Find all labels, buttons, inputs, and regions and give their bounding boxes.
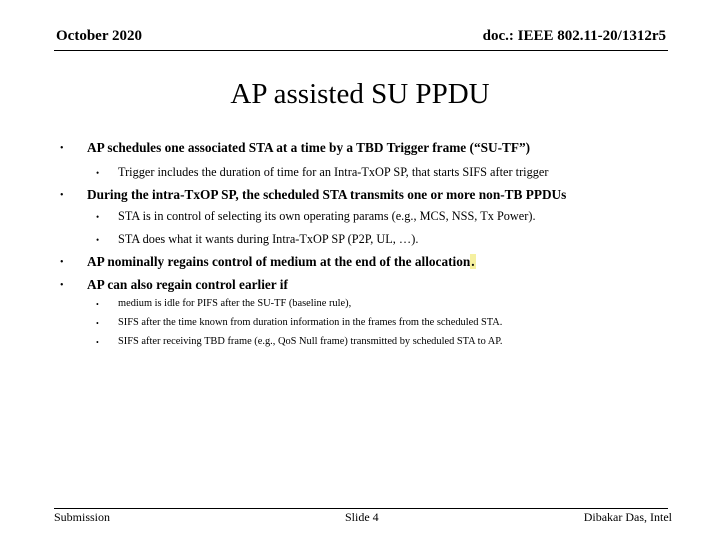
bullet-4-sub-1-text: medium is idle for PIFS after the SU-TF (baseline rule), (118, 298, 352, 309)
bullet-1-sub-1-glyph: • (96, 168, 100, 178)
bullet-2-sub-1-text: STA is in control of selecting its own operating params (e.g., MCS, NSS, Tx Power). (118, 209, 536, 223)
bullet-3 (60, 254, 476, 270)
bullet-2 (60, 187, 567, 203)
bullet-2-sub-1-glyph: • (96, 212, 100, 222)
footer-slide-number: Slide 4 (345, 510, 379, 524)
bullet-3-highlight: . (471, 254, 475, 269)
bullet-1-text: AP schedules one associated STA at a time by a TBD Trigger frame (“SU-TF”) (87, 140, 531, 155)
footer-submission: Submission (54, 510, 111, 524)
bullet-4-sub-2 (96, 317, 503, 328)
bullet-3-glyph: • (60, 257, 64, 268)
bullet-1-glyph: • (60, 143, 64, 154)
bullet-1 (60, 140, 531, 156)
bullet-2-glyph: • (60, 190, 64, 201)
bullet-4-sub-3 (96, 336, 503, 347)
bullet-4-sub-3-glyph: • (96, 338, 99, 347)
bullet-4-sub-2-text: SIFS after the time known from duration information in the frames from the scheduled STA. (118, 317, 503, 328)
bullet-4-text: AP can also regain control earlier if (87, 277, 288, 292)
bullet-2-sub-2-text: STA does what it wants during Intra-TxOP SP (P2P, UL, …). (118, 232, 419, 246)
footer-divider (54, 508, 668, 509)
footer-author: Dibakar Das, Intel (583, 510, 672, 524)
bullet-4-sub-1-glyph: • (96, 300, 99, 309)
bullet-1-sub-1 (96, 165, 549, 180)
bullet-4 (60, 277, 288, 293)
bullet-2-sub-2-glyph: • (96, 235, 100, 245)
header-doc-id: doc.: IEEE 802.11-20/1312r5 (482, 28, 666, 44)
bullet-1-sub-1-text: Trigger includes the duration of time for an Intra-TxOP SP, that starts SIFS after trigger (118, 165, 549, 179)
bullet-2-text: During the intra-TxOP SP, the scheduled STA transmits one or more non-TB PPDUs (87, 187, 567, 202)
bullet-4-glyph: • (60, 280, 64, 291)
bullet-4-sub-1 (96, 298, 352, 309)
bullet-2-sub-2 (96, 232, 419, 247)
bullet-3-text: AP nominally regains control of medium at the end of the allocation (87, 254, 471, 269)
header-date: October 2020 (56, 28, 142, 44)
bullet-4-sub-2-glyph: • (96, 319, 99, 328)
slide-title: AP assisted SU PPDU (230, 78, 490, 110)
bullet-4-sub-3-text: SIFS after receiving TBD frame (e.g., QoS Null frame) transmitted by scheduled STA to AP. (118, 336, 503, 347)
bullet-2-sub-1 (96, 209, 536, 224)
header-divider (54, 50, 668, 51)
